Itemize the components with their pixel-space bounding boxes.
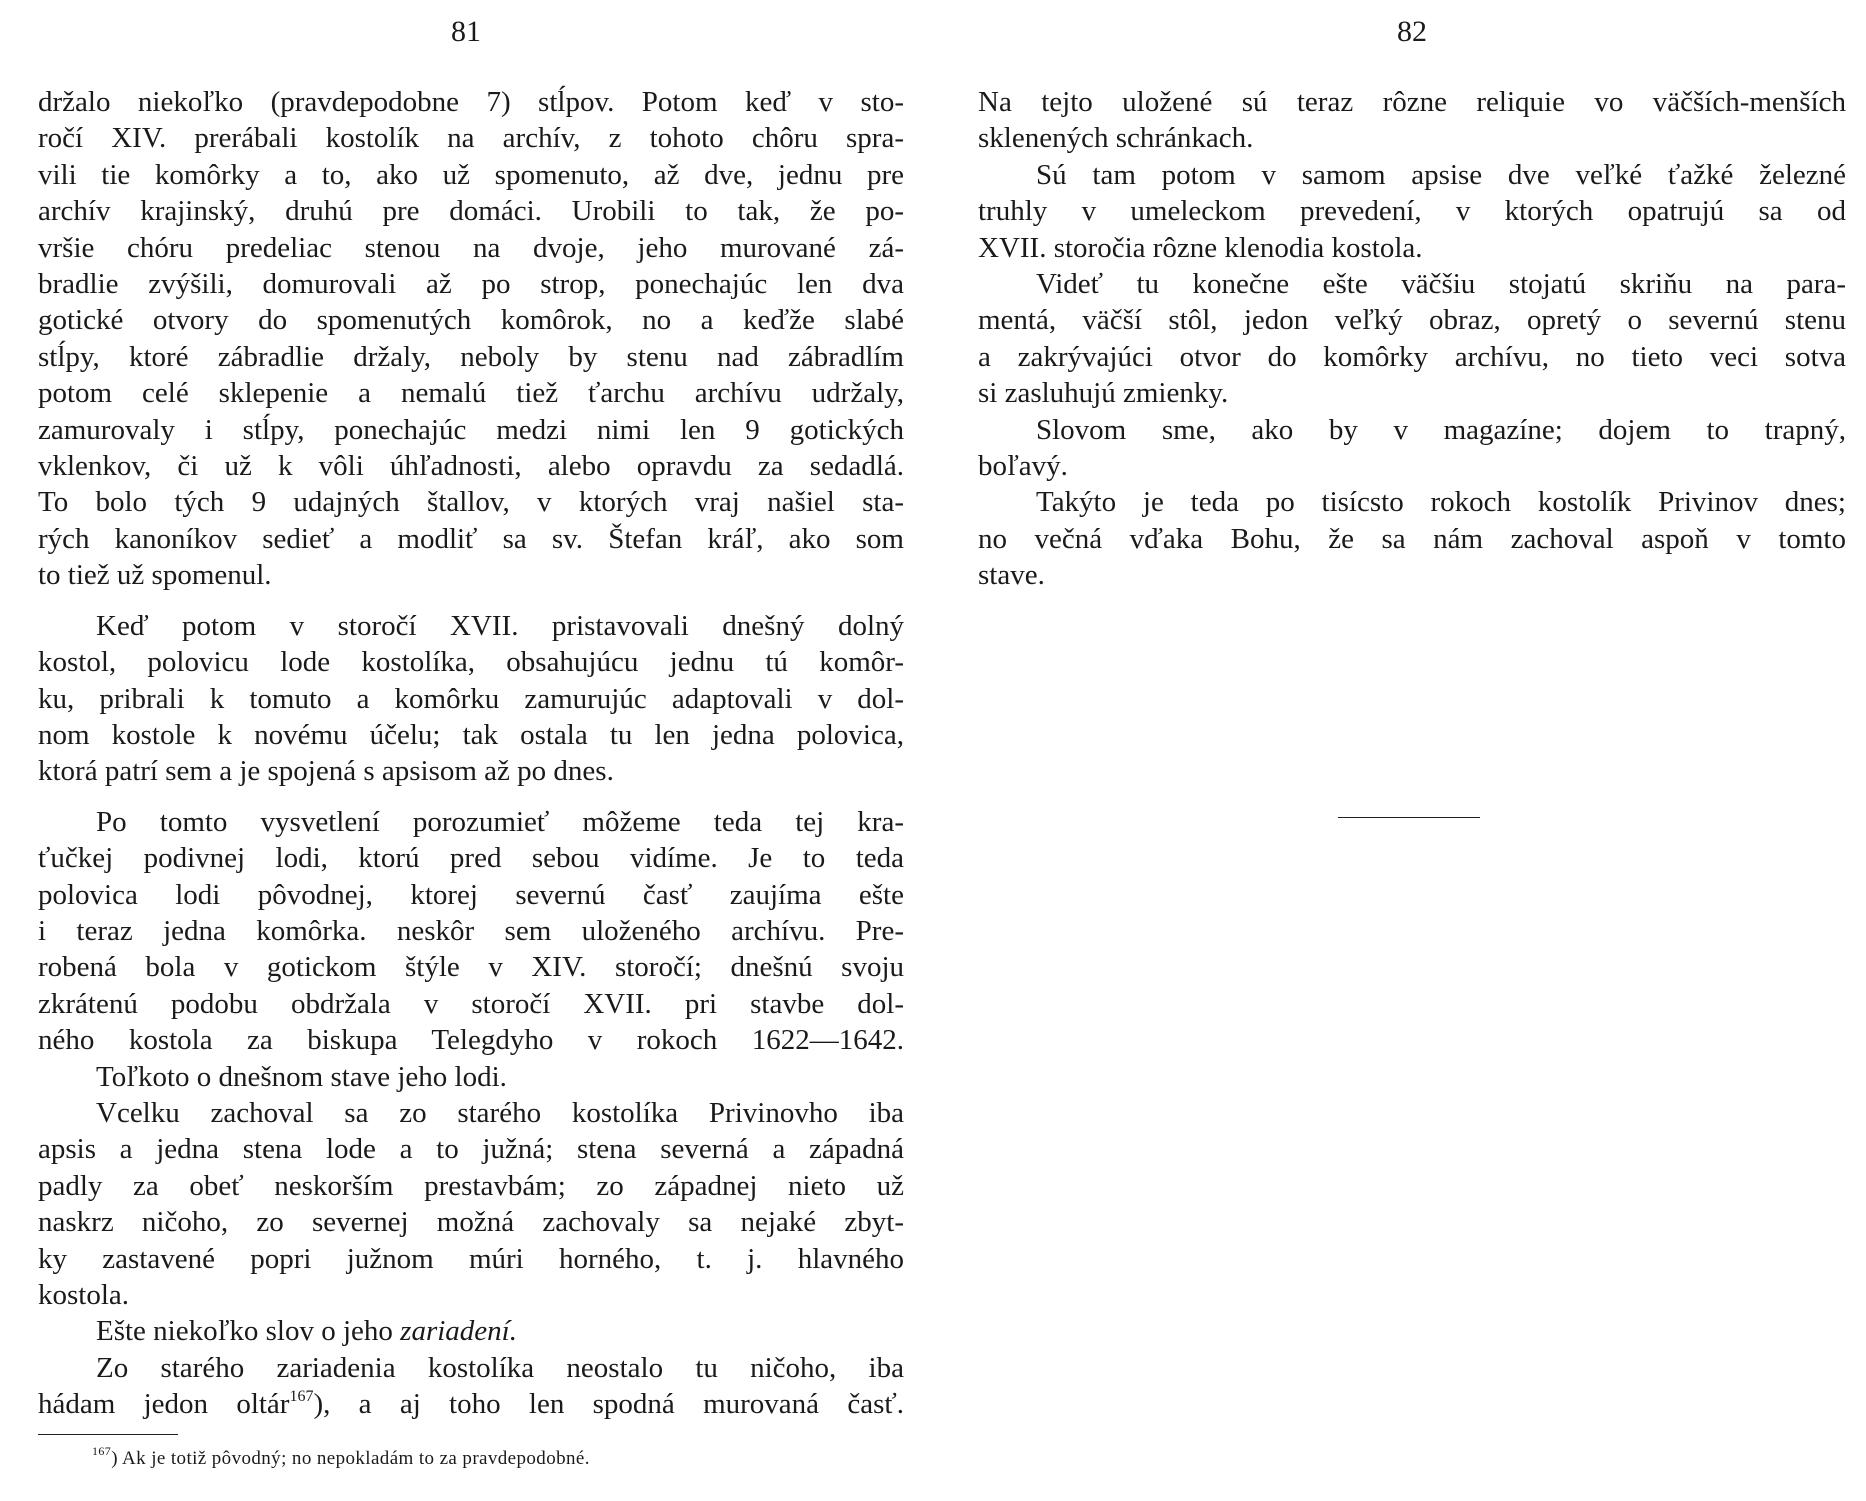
- footnote-marker: 167: [92, 1444, 112, 1458]
- text-line: vklenkov, či už k vôli úhľadnosti, alebo opravdu za sedadlá.: [38, 450, 904, 483]
- text-line: Zo starého zariadenia kostolíka neostalo tu ničoho, iba: [96, 1351, 904, 1384]
- text-line: kostola.: [38, 1279, 130, 1311]
- text-run: hádam jedon oltár: [38, 1388, 290, 1421]
- paragraph: [38, 1313, 904, 1349]
- text-line: stĺpy, ktoré zábradlie držaly, neboly by stenu nad zábradlím: [38, 340, 904, 373]
- text-line: polovica lodi pôvodnej, ktorej severnú časť zaujíma ešte: [38, 878, 904, 911]
- paragraph: [978, 412, 1846, 485]
- footnote-divider: [38, 1434, 178, 1435]
- text-line: Toľkoto o dnešnom stave jeho lodi.: [96, 1060, 507, 1093]
- text-line: [38, 1313, 904, 1349]
- text-line: XVII. storočia rôzne klenodia kostola.: [978, 231, 1423, 264]
- text-line: zkrátenú podobu obdržala v storočí XVII. pri stavbe dol-: [38, 987, 904, 1020]
- text-line: naskrz ničoho, zo severnej možná zachovaly sa nejaké zbyt-: [38, 1206, 904, 1239]
- footnote: [92, 1446, 812, 1472]
- text-line: kostol, polovicu lode kostolíka, obsahujúcu jednu tú komôr-: [38, 646, 904, 679]
- text-run: ), a aj toho len spodná murovaná časť.: [313, 1388, 904, 1421]
- text-line: apsis a jedna stena lode a to južná; stena severná a západná: [38, 1133, 904, 1166]
- text-line: zamurovaly i stĺpy, ponechajúc medzi nimi len 9 gotických: [38, 413, 904, 446]
- paragraph: [38, 608, 904, 790]
- page-number-right: 82: [1397, 15, 1427, 48]
- text-line: ktorá patrí sem a je spojená s apsisom až po dnes.: [38, 755, 614, 788]
- text-line: Vcelku zachoval sa zo starého kostolíka Privinovho iba: [96, 1096, 904, 1129]
- text-line: To bolo tých 9 udajných štallov, v ktorých vraj našiel sta-: [38, 486, 904, 519]
- footnote-reference: 167: [289, 1388, 314, 1406]
- paragraph: [38, 1059, 904, 1095]
- text-line: ky zastavené popri južnom múri horného, t. j. hlavného: [38, 1242, 904, 1275]
- text-run: Ešte niekoľko slov o jeho: [96, 1315, 401, 1348]
- text-line: ku, pribrali k tomuto a komôrku zamurujúc adaptovali v dol-: [38, 682, 904, 715]
- paragraph: [38, 1350, 904, 1423]
- text-line: boľavý.: [978, 450, 1068, 483]
- text-line: i teraz jedna komôrka. neskôr sem uloženého archívu. Pre-: [38, 914, 904, 947]
- paragraph: [978, 266, 1846, 412]
- paragraph: [38, 804, 904, 1059]
- text-line: ročí XIV. prerábali kostolík na archív, z tohoto chôru spra-: [38, 122, 904, 155]
- paragraph: [38, 84, 904, 594]
- left-column: [38, 84, 904, 1423]
- text-line: Slovom sme, ako by v magazíne; dojem to trapný,: [1036, 413, 1846, 446]
- text-line: padly za obeť neskorším prestavbám; zo západnej nieto už: [38, 1169, 904, 1202]
- text-line: [38, 1386, 904, 1422]
- text-line: ťučkej podivnej lodi, ktorú pred sebou vidíme. Je to teda: [38, 842, 904, 875]
- text-line: Po tomto vysvetlení porozumieť môžeme teda tej kra-: [96, 805, 904, 838]
- page-number-left: 81: [451, 15, 481, 48]
- text-line: to tiež už spomenul.: [38, 559, 272, 592]
- footnote-text: ) Ak je totiž pôvodný; no nepokladám to za pravdepodobné.: [111, 1448, 590, 1469]
- text-line: vili tie komôrky a to, ako už spomenuto, až dve, jednu pre: [38, 158, 904, 191]
- text-line: rých kanoníkov sedieť a modliť sa sv. Štefan kráľ, ako som: [38, 522, 904, 555]
- text-line: robená bola v gotickom štýle v XIV. storočí; dnešnú svoju: [38, 951, 904, 984]
- right-column: [978, 84, 1846, 594]
- text-line: vršie chóru predeliac stenou na dvoje, jeho murované zá-: [38, 231, 904, 264]
- text-line: ného kostola za biskupa Telegdyho v rokoch 1622—1642.: [38, 1024, 904, 1057]
- text-line: potom celé sklepenie a nemalú tiež ťarchu archívu udržaly,: [38, 377, 904, 410]
- paragraph: [978, 84, 1846, 157]
- text-line: no večná vďaka Bohu, že sa nám zachoval aspoň v tomto: [978, 522, 1846, 555]
- text-line: archív krajinský, druhú pre domáci. Urobili to tak, že po-: [38, 195, 904, 228]
- text-line: nom kostole k novému účelu; tak ostala tu len jedna polovica,: [38, 718, 904, 751]
- text-line: gotické otvory do spomenutých komôrok, no a keďže slabé: [38, 304, 904, 337]
- text-line: držalo niekoľko (pravdepodobne 7) stĺpov. Potom keď v sto-: [38, 86, 904, 118]
- paragraph: [978, 484, 1846, 593]
- italic-term: zariadení.: [400, 1315, 517, 1348]
- text-line: Takýto je teda po tisícsto rokoch kostolík Privinov dnes;: [1036, 486, 1846, 519]
- text-line: bradlie zvýšili, domurovali až po strop, ponechajúc len dva: [38, 268, 904, 301]
- text-line: a zakrývajúci otvor do komôrky archívu, no tieto veci sotva: [978, 340, 1846, 373]
- text-line: Sú tam potom v samom apsise dve veľké ťažké železné: [1036, 158, 1846, 191]
- paragraph: [978, 157, 1846, 266]
- section-end-divider: [1338, 817, 1480, 818]
- text-line: Videť tu konečne ešte väčšiu stojatú skriňu na para-: [1036, 268, 1846, 301]
- paragraph: [38, 1095, 904, 1313]
- text-line: Keď potom v storočí XVII. pristavovali dnešný dolný: [96, 609, 904, 642]
- text-line: stave.: [978, 559, 1045, 592]
- text-line: sklenených schránkach.: [978, 122, 1254, 155]
- text-line: mentá, väčší stôl, jedon veľký obraz, opretý o severnú stenu: [978, 304, 1846, 337]
- text-line: si zasluhujú zmienky.: [978, 377, 1229, 410]
- text-line: truhly v umeleckom prevedení, v ktorých opatrujú sa od: [978, 195, 1846, 228]
- text-line: Na tejto uložené sú teraz rôzne reliquie vo väčších-menších: [978, 86, 1846, 118]
